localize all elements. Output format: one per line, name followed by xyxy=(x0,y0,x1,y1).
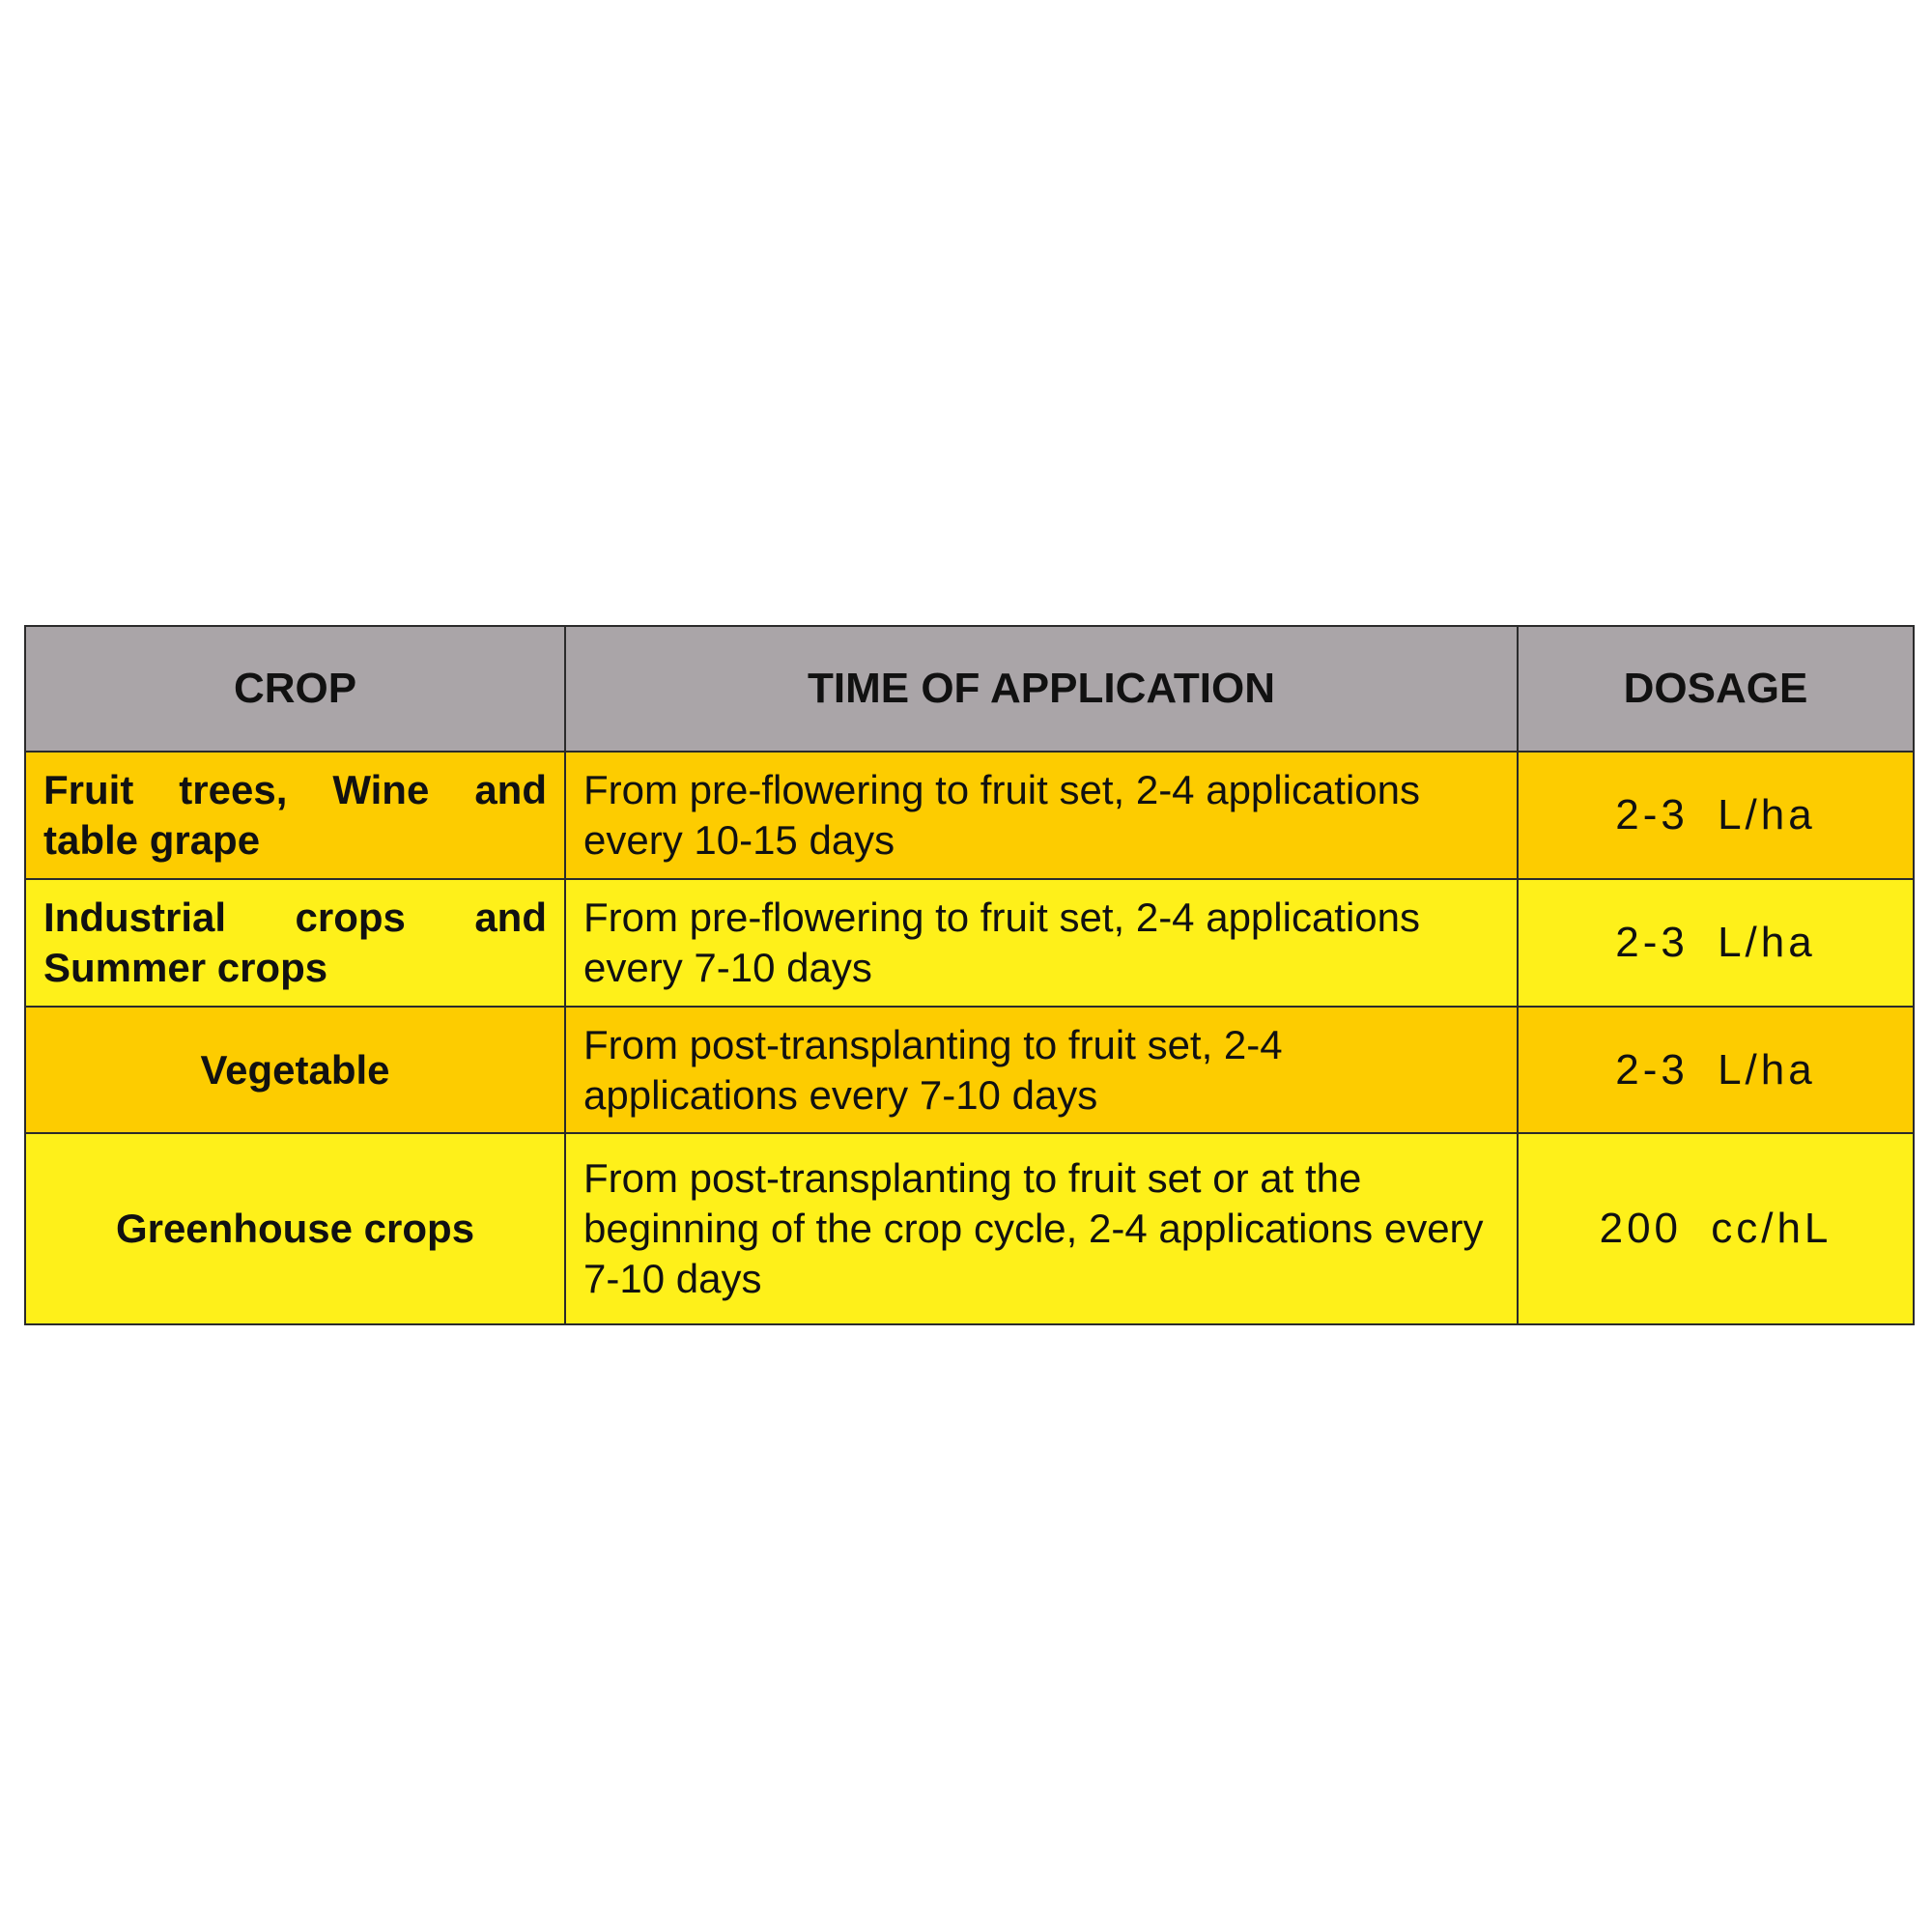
dosage-cell: 2-3 L/ha xyxy=(1518,1007,1914,1133)
crop-cell: Industrial crops and Summer crops xyxy=(25,879,565,1007)
dosage-cell: 200 cc/hL xyxy=(1518,1133,1914,1324)
crop-cell: Vegetable xyxy=(25,1007,565,1133)
dosage-cell: 2-3 L/ha xyxy=(1518,752,1914,879)
dosage-table xyxy=(24,625,1915,1325)
time-cell: From pre-flowering to fruit set, 2-4 applications every 10-15 days xyxy=(565,752,1518,879)
time-cell: From post-transplanting to fruit set or at the beginning of the crop cycle, 2-4 applications every 7-10 days xyxy=(565,1133,1518,1324)
table-row xyxy=(25,1133,1914,1324)
table-header-row xyxy=(25,626,1914,752)
crop-cell: Fruit trees, Wine and table grape xyxy=(25,752,565,879)
header-time-of-application: TIME OF APPLICATION xyxy=(565,626,1518,752)
time-cell: From pre-flowering to fruit set, 2-4 applications every 7-10 days xyxy=(565,879,1518,1007)
header-dosage: DOSAGE xyxy=(1518,626,1914,752)
dosage-cell: 2-3 L/ha xyxy=(1518,879,1914,1007)
header-crop: CROP xyxy=(25,626,565,752)
table-row xyxy=(25,752,1914,879)
table-row xyxy=(25,1007,1914,1133)
crop-cell: Greenhouse crops xyxy=(25,1133,565,1324)
time-cell: From post-transplanting to fruit set, 2-4 applications every 7-10 days xyxy=(565,1007,1518,1133)
table-row xyxy=(25,879,1914,1007)
